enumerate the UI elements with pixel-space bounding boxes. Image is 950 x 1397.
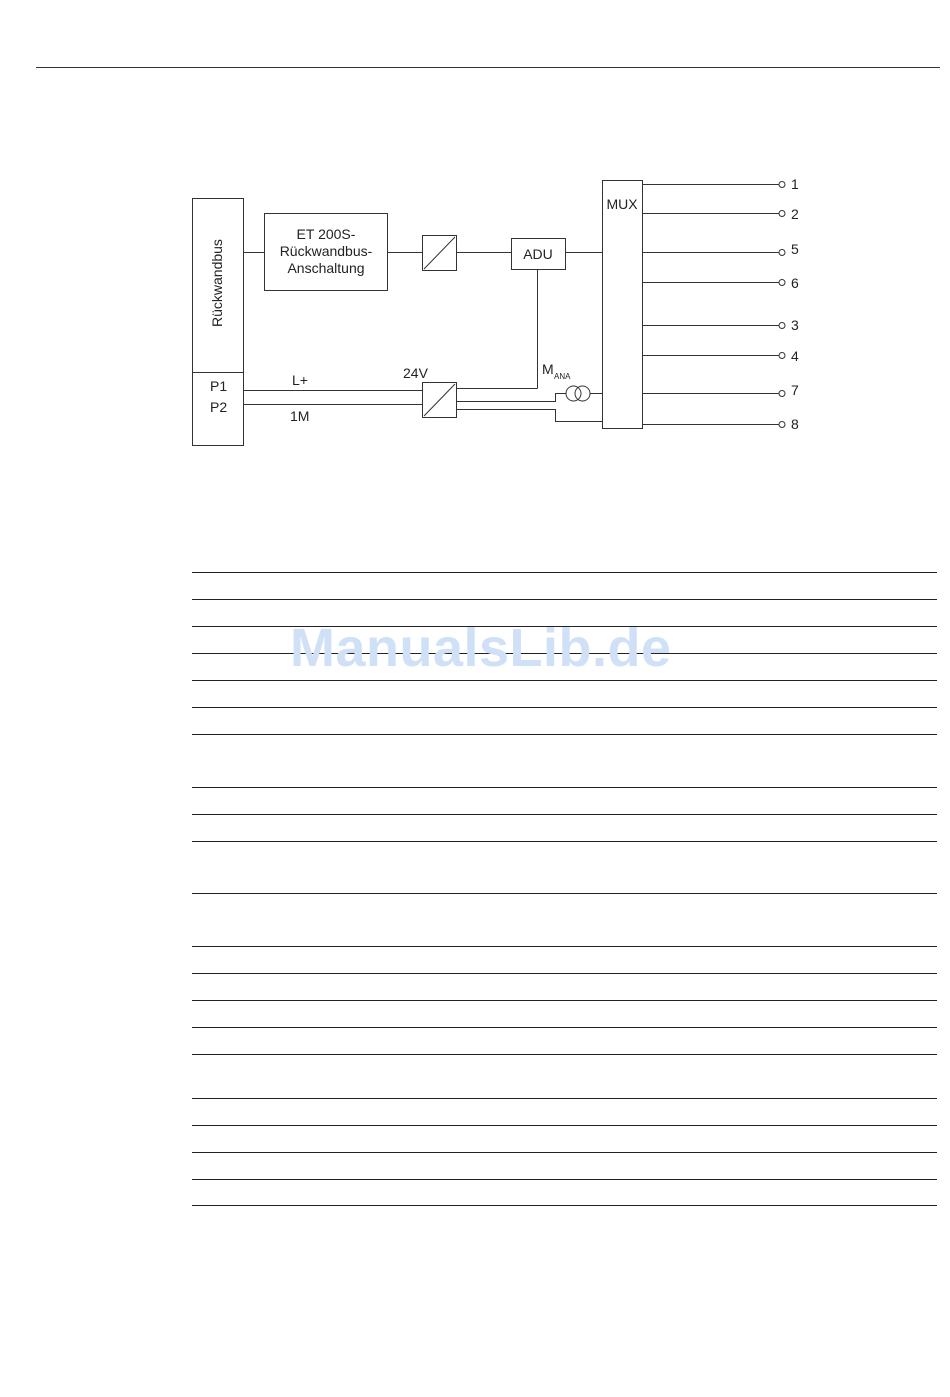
wire-source-bottom xyxy=(457,410,603,422)
et200-label-line2: Rückwandbus- xyxy=(279,243,373,259)
terminal-7 xyxy=(779,391,785,397)
block-diagram xyxy=(0,0,950,480)
table-row xyxy=(192,973,937,1000)
terminal-3 xyxy=(779,323,785,329)
v24-label: 24V xyxy=(403,365,428,381)
et200-label-line3: Anschaltung xyxy=(287,260,365,276)
backplane-label: Rückwandbus xyxy=(209,239,225,327)
table-row xyxy=(192,1152,937,1179)
mux-label: MUX xyxy=(606,196,638,212)
terminal-label-2: 2 xyxy=(791,206,799,222)
table-row xyxy=(192,707,937,734)
terminal-1 xyxy=(779,182,785,188)
terminal-2 xyxy=(779,211,785,217)
current-source-right xyxy=(575,386,590,401)
terminal-label-6: 6 xyxy=(791,275,799,291)
table-row xyxy=(192,680,937,707)
adu-label: ADU xyxy=(523,246,553,262)
table-row xyxy=(192,734,937,787)
table-row xyxy=(192,1027,937,1054)
mana-label-main: M xyxy=(542,361,554,377)
table-row xyxy=(192,1125,937,1152)
table-row xyxy=(192,1000,937,1027)
table-row xyxy=(192,572,937,599)
table-row xyxy=(192,946,937,973)
table-row xyxy=(192,893,937,946)
isolator-upper-slash xyxy=(424,237,455,269)
terminal-4 xyxy=(779,353,785,359)
p2-label: P2 xyxy=(210,399,228,415)
table-row xyxy=(192,841,937,893)
onem-label: 1M xyxy=(290,408,310,424)
table-row xyxy=(192,1054,937,1098)
table-row xyxy=(192,814,937,841)
terminal-6 xyxy=(779,280,785,286)
current-source-left xyxy=(566,386,581,401)
terminal-label-1: 1 xyxy=(791,176,799,192)
et200-label-line1: ET 200S- xyxy=(296,226,356,242)
p1-label: P1 xyxy=(210,378,228,394)
table-row xyxy=(192,787,937,814)
terminal-label-4: 4 xyxy=(791,348,799,364)
terminal-label-5: 5 xyxy=(791,241,799,257)
isolator-lower-slash xyxy=(424,384,455,416)
wire-source-top xyxy=(457,394,567,402)
terminal-label-7: 7 xyxy=(791,382,799,398)
table-row xyxy=(192,1098,937,1125)
mana-label-sub: ANA xyxy=(554,372,571,381)
mux-block xyxy=(603,181,643,429)
terminal-5 xyxy=(779,250,785,256)
lplus-label: L+ xyxy=(292,372,308,388)
terminal-label-8: 8 xyxy=(791,416,799,432)
terminal-label-3: 3 xyxy=(791,317,799,333)
watermark: ManualsLib.de xyxy=(290,618,672,678)
table-row xyxy=(192,1179,937,1206)
terminal-8 xyxy=(779,422,785,428)
